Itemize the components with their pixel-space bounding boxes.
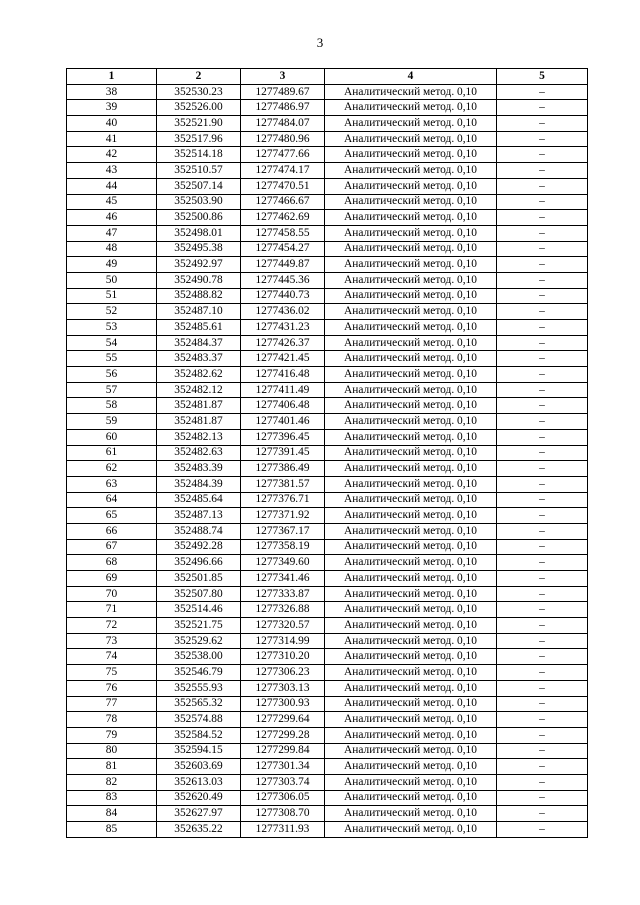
method-cell: Аналитический метод. 0,10 xyxy=(325,774,497,790)
point-number-cell: 78 xyxy=(67,712,157,728)
x-coordinate-cell: 352498.01 xyxy=(157,225,241,241)
method-cell: Аналитический метод. 0,10 xyxy=(325,712,497,728)
coordinates-table xyxy=(66,68,588,838)
x-coordinate-cell: 352603.69 xyxy=(157,759,241,775)
table-row xyxy=(67,131,588,147)
point-number-cell: 77 xyxy=(67,696,157,712)
x-coordinate-cell: 352510.57 xyxy=(157,163,241,179)
x-coordinate-cell: 352501.85 xyxy=(157,571,241,587)
y-coordinate-cell: 1277489.67 xyxy=(241,84,325,100)
x-coordinate-cell: 352483.37 xyxy=(157,351,241,367)
table-row xyxy=(67,727,588,743)
method-cell: Аналитический метод. 0,10 xyxy=(325,163,497,179)
x-coordinate-cell: 352482.62 xyxy=(157,367,241,383)
method-cell: Аналитический метод. 0,10 xyxy=(325,523,497,539)
note-cell: – xyxy=(497,445,588,461)
table-row xyxy=(67,382,588,398)
note-cell: – xyxy=(497,382,588,398)
method-cell: Аналитический метод. 0,10 xyxy=(325,806,497,822)
note-cell: – xyxy=(497,774,588,790)
point-number-cell: 84 xyxy=(67,806,157,822)
note-cell: – xyxy=(497,351,588,367)
point-number-cell: 82 xyxy=(67,774,157,790)
y-coordinate-cell: 1277386.49 xyxy=(241,461,325,477)
method-cell: Аналитический метод. 0,10 xyxy=(325,555,497,571)
column-header: 5 xyxy=(497,69,588,85)
x-coordinate-cell: 352507.14 xyxy=(157,178,241,194)
y-coordinate-cell: 1277436.02 xyxy=(241,304,325,320)
table-row xyxy=(67,806,588,822)
table-row xyxy=(67,351,588,367)
y-coordinate-cell: 1277381.57 xyxy=(241,476,325,492)
table-row xyxy=(67,602,588,618)
note-cell: – xyxy=(497,618,588,634)
method-cell: Аналитический метод. 0,10 xyxy=(325,618,497,634)
point-number-cell: 61 xyxy=(67,445,157,461)
x-coordinate-cell: 352538.00 xyxy=(157,649,241,665)
note-cell: – xyxy=(497,476,588,492)
y-coordinate-cell: 1277306.05 xyxy=(241,790,325,806)
y-coordinate-cell: 1277299.28 xyxy=(241,727,325,743)
note-cell: – xyxy=(497,131,588,147)
x-coordinate-cell: 352521.90 xyxy=(157,116,241,132)
note-cell: – xyxy=(497,100,588,116)
table-row xyxy=(67,571,588,587)
note-cell: – xyxy=(497,210,588,226)
table-body xyxy=(67,84,588,837)
table-row xyxy=(67,680,588,696)
x-coordinate-cell: 352521.75 xyxy=(157,618,241,634)
point-number-cell: 47 xyxy=(67,225,157,241)
table-row xyxy=(67,461,588,477)
note-cell: – xyxy=(497,508,588,524)
x-coordinate-cell: 352565.32 xyxy=(157,696,241,712)
method-cell: Аналитический метод. 0,10 xyxy=(325,727,497,743)
point-number-cell: 58 xyxy=(67,398,157,414)
table-row xyxy=(67,649,588,665)
method-cell: Аналитический метод. 0,10 xyxy=(325,633,497,649)
note-cell: – xyxy=(497,225,588,241)
point-number-cell: 67 xyxy=(67,539,157,555)
note-cell: – xyxy=(497,492,588,508)
method-cell: Аналитический метод. 0,10 xyxy=(325,822,497,838)
y-coordinate-cell: 1277406.48 xyxy=(241,398,325,414)
table-row xyxy=(67,586,588,602)
y-coordinate-cell: 1277462.69 xyxy=(241,210,325,226)
note-cell: – xyxy=(497,241,588,257)
point-number-cell: 44 xyxy=(67,178,157,194)
point-number-cell: 80 xyxy=(67,743,157,759)
table-row xyxy=(67,492,588,508)
x-coordinate-cell: 352530.23 xyxy=(157,84,241,100)
table-row xyxy=(67,367,588,383)
method-cell: Аналитический метод. 0,10 xyxy=(325,84,497,100)
method-cell: Аналитический метод. 0,10 xyxy=(325,461,497,477)
table-row xyxy=(67,712,588,728)
table-row xyxy=(67,508,588,524)
table-row xyxy=(67,555,588,571)
note-cell: – xyxy=(497,539,588,555)
table-row xyxy=(67,696,588,712)
y-coordinate-cell: 1277320.57 xyxy=(241,618,325,634)
note-cell: – xyxy=(497,790,588,806)
x-coordinate-cell: 352526.00 xyxy=(157,100,241,116)
y-coordinate-cell: 1277299.84 xyxy=(241,743,325,759)
y-coordinate-cell: 1277474.17 xyxy=(241,163,325,179)
table-row xyxy=(67,320,588,336)
y-coordinate-cell: 1277445.36 xyxy=(241,272,325,288)
table-row xyxy=(67,116,588,132)
x-coordinate-cell: 352495.38 xyxy=(157,241,241,257)
column-header: 3 xyxy=(241,69,325,85)
point-number-cell: 40 xyxy=(67,116,157,132)
note-cell: – xyxy=(497,806,588,822)
y-coordinate-cell: 1277358.19 xyxy=(241,539,325,555)
table-row xyxy=(67,163,588,179)
x-coordinate-cell: 352613.03 xyxy=(157,774,241,790)
point-number-cell: 74 xyxy=(67,649,157,665)
y-coordinate-cell: 1277486.97 xyxy=(241,100,325,116)
point-number-cell: 55 xyxy=(67,351,157,367)
note-cell: – xyxy=(497,147,588,163)
method-cell: Аналитический метод. 0,10 xyxy=(325,649,497,665)
method-cell: Аналитический метод. 0,10 xyxy=(325,571,497,587)
method-cell: Аналитический метод. 0,10 xyxy=(325,178,497,194)
x-coordinate-cell: 352484.37 xyxy=(157,335,241,351)
note-cell: – xyxy=(497,743,588,759)
x-coordinate-cell: 352496.66 xyxy=(157,555,241,571)
table-row xyxy=(67,759,588,775)
y-coordinate-cell: 1277484.07 xyxy=(241,116,325,132)
x-coordinate-cell: 352546.79 xyxy=(157,665,241,681)
point-number-cell: 73 xyxy=(67,633,157,649)
x-coordinate-cell: 352482.13 xyxy=(157,429,241,445)
method-cell: Аналитический метод. 0,10 xyxy=(325,257,497,273)
x-coordinate-cell: 352574.88 xyxy=(157,712,241,728)
note-cell: – xyxy=(497,727,588,743)
y-coordinate-cell: 1277458.55 xyxy=(241,225,325,241)
x-coordinate-cell: 352507.80 xyxy=(157,586,241,602)
x-coordinate-cell: 352529.62 xyxy=(157,633,241,649)
y-coordinate-cell: 1277477.66 xyxy=(241,147,325,163)
method-cell: Аналитический метод. 0,10 xyxy=(325,445,497,461)
y-coordinate-cell: 1277411.49 xyxy=(241,382,325,398)
column-header: 1 xyxy=(67,69,157,85)
point-number-cell: 39 xyxy=(67,100,157,116)
point-number-cell: 72 xyxy=(67,618,157,634)
y-coordinate-cell: 1277303.13 xyxy=(241,680,325,696)
y-coordinate-cell: 1277367.17 xyxy=(241,523,325,539)
note-cell: – xyxy=(497,288,588,304)
y-coordinate-cell: 1277466.67 xyxy=(241,194,325,210)
y-coordinate-cell: 1277440.73 xyxy=(241,288,325,304)
method-cell: Аналитический метод. 0,10 xyxy=(325,696,497,712)
table-row xyxy=(67,210,588,226)
table-row xyxy=(67,304,588,320)
x-coordinate-cell: 352620.49 xyxy=(157,790,241,806)
y-coordinate-cell: 1277454.27 xyxy=(241,241,325,257)
y-coordinate-cell: 1277396.45 xyxy=(241,429,325,445)
note-cell: – xyxy=(497,367,588,383)
point-number-cell: 38 xyxy=(67,84,157,100)
x-coordinate-cell: 352481.87 xyxy=(157,398,241,414)
x-coordinate-cell: 352482.63 xyxy=(157,445,241,461)
point-number-cell: 62 xyxy=(67,461,157,477)
note-cell: – xyxy=(497,523,588,539)
method-cell: Аналитический метод. 0,10 xyxy=(325,680,497,696)
method-cell: Аналитический метод. 0,10 xyxy=(325,335,497,351)
method-cell: Аналитический метод. 0,10 xyxy=(325,320,497,336)
note-cell: – xyxy=(497,178,588,194)
x-coordinate-cell: 352492.28 xyxy=(157,539,241,555)
y-coordinate-cell: 1277310.20 xyxy=(241,649,325,665)
table-row xyxy=(67,241,588,257)
note-cell: – xyxy=(497,822,588,838)
method-cell: Аналитический метод. 0,10 xyxy=(325,272,497,288)
note-cell: – xyxy=(497,84,588,100)
note-cell: – xyxy=(497,680,588,696)
table-row xyxy=(67,194,588,210)
y-coordinate-cell: 1277306.23 xyxy=(241,665,325,681)
y-coordinate-cell: 1277426.37 xyxy=(241,335,325,351)
method-cell: Аналитический метод. 0,10 xyxy=(325,586,497,602)
method-cell: Аналитический метод. 0,10 xyxy=(325,398,497,414)
point-number-cell: 54 xyxy=(67,335,157,351)
x-coordinate-cell: 352514.18 xyxy=(157,147,241,163)
point-number-cell: 43 xyxy=(67,163,157,179)
method-cell: Аналитический метод. 0,10 xyxy=(325,131,497,147)
y-coordinate-cell: 1277421.45 xyxy=(241,351,325,367)
method-cell: Аналитический метод. 0,10 xyxy=(325,304,497,320)
y-coordinate-cell: 1277480.96 xyxy=(241,131,325,147)
note-cell: – xyxy=(497,116,588,132)
note-cell: – xyxy=(497,461,588,477)
table-row xyxy=(67,100,588,116)
method-cell: Аналитический метод. 0,10 xyxy=(325,116,497,132)
point-number-cell: 42 xyxy=(67,147,157,163)
y-coordinate-cell: 1277391.45 xyxy=(241,445,325,461)
table-row xyxy=(67,429,588,445)
method-cell: Аналитический метод. 0,10 xyxy=(325,508,497,524)
y-coordinate-cell: 1277376.71 xyxy=(241,492,325,508)
note-cell: – xyxy=(497,665,588,681)
note-cell: – xyxy=(497,304,588,320)
page-number: 3 xyxy=(316,35,324,50)
note-cell: – xyxy=(497,602,588,618)
x-coordinate-cell: 352482.12 xyxy=(157,382,241,398)
point-number-cell: 51 xyxy=(67,288,157,304)
note-cell: – xyxy=(497,398,588,414)
table-row xyxy=(67,523,588,539)
table-row xyxy=(67,84,588,100)
note-cell: – xyxy=(497,272,588,288)
x-coordinate-cell: 352488.82 xyxy=(157,288,241,304)
point-number-cell: 71 xyxy=(67,602,157,618)
note-cell: – xyxy=(497,712,588,728)
point-number-cell: 53 xyxy=(67,320,157,336)
point-number-cell: 52 xyxy=(67,304,157,320)
point-number-cell: 83 xyxy=(67,790,157,806)
point-number-cell: 66 xyxy=(67,523,157,539)
x-coordinate-cell: 352490.78 xyxy=(157,272,241,288)
x-coordinate-cell: 352487.10 xyxy=(157,304,241,320)
method-cell: Аналитический метод. 0,10 xyxy=(325,665,497,681)
y-coordinate-cell: 1277326.88 xyxy=(241,602,325,618)
point-number-cell: 41 xyxy=(67,131,157,147)
x-coordinate-cell: 352514.46 xyxy=(157,602,241,618)
table-row xyxy=(67,257,588,273)
point-number-cell: 68 xyxy=(67,555,157,571)
table-row xyxy=(67,335,588,351)
note-cell: – xyxy=(497,696,588,712)
y-coordinate-cell: 1277333.87 xyxy=(241,586,325,602)
method-cell: Аналитический метод. 0,10 xyxy=(325,743,497,759)
table-row xyxy=(67,822,588,838)
x-coordinate-cell: 352485.61 xyxy=(157,320,241,336)
method-cell: Аналитический метод. 0,10 xyxy=(325,429,497,445)
point-number-cell: 63 xyxy=(67,476,157,492)
table-row xyxy=(67,414,588,430)
y-coordinate-cell: 1277341.46 xyxy=(241,571,325,587)
point-number-cell: 79 xyxy=(67,727,157,743)
table-row xyxy=(67,743,588,759)
y-coordinate-cell: 1277449.87 xyxy=(241,257,325,273)
method-cell: Аналитический метод. 0,10 xyxy=(325,241,497,257)
x-coordinate-cell: 352500.86 xyxy=(157,210,241,226)
note-cell: – xyxy=(497,335,588,351)
y-coordinate-cell: 1277470.51 xyxy=(241,178,325,194)
table-row xyxy=(67,178,588,194)
method-cell: Аналитический метод. 0,10 xyxy=(325,790,497,806)
table-row xyxy=(67,774,588,790)
point-number-cell: 64 xyxy=(67,492,157,508)
table-row xyxy=(67,618,588,634)
note-cell: – xyxy=(497,649,588,665)
y-coordinate-cell: 1277303.74 xyxy=(241,774,325,790)
y-coordinate-cell: 1277371.92 xyxy=(241,508,325,524)
method-cell: Аналитический метод. 0,10 xyxy=(325,100,497,116)
x-coordinate-cell: 352584.52 xyxy=(157,727,241,743)
method-cell: Аналитический метод. 0,10 xyxy=(325,351,497,367)
note-cell: – xyxy=(497,555,588,571)
point-number-cell: 56 xyxy=(67,367,157,383)
note-cell: – xyxy=(497,586,588,602)
column-header: 4 xyxy=(325,69,497,85)
table-row xyxy=(67,665,588,681)
point-number-cell: 59 xyxy=(67,414,157,430)
note-cell: – xyxy=(497,194,588,210)
point-number-cell: 85 xyxy=(67,822,157,838)
point-number-cell: 60 xyxy=(67,429,157,445)
table-row xyxy=(67,225,588,241)
point-number-cell: 48 xyxy=(67,241,157,257)
y-coordinate-cell: 1277299.64 xyxy=(241,712,325,728)
table-row xyxy=(67,476,588,492)
table-row xyxy=(67,633,588,649)
table-row xyxy=(67,445,588,461)
note-cell: – xyxy=(497,429,588,445)
table-row xyxy=(67,539,588,555)
method-cell: Аналитический метод. 0,10 xyxy=(325,492,497,508)
point-number-cell: 46 xyxy=(67,210,157,226)
note-cell: – xyxy=(497,571,588,587)
x-coordinate-cell: 352481.87 xyxy=(157,414,241,430)
y-coordinate-cell: 1277300.93 xyxy=(241,696,325,712)
method-cell: Аналитический метод. 0,10 xyxy=(325,759,497,775)
y-coordinate-cell: 1277308.70 xyxy=(241,806,325,822)
table-header-row xyxy=(67,69,588,85)
point-number-cell: 57 xyxy=(67,382,157,398)
method-cell: Аналитический метод. 0,10 xyxy=(325,225,497,241)
y-coordinate-cell: 1277301.34 xyxy=(241,759,325,775)
x-coordinate-cell: 352492.97 xyxy=(157,257,241,273)
note-cell: – xyxy=(497,633,588,649)
note-cell: – xyxy=(497,163,588,179)
x-coordinate-cell: 352635.22 xyxy=(157,822,241,838)
x-coordinate-cell: 352627.97 xyxy=(157,806,241,822)
method-cell: Аналитический метод. 0,10 xyxy=(325,382,497,398)
method-cell: Аналитический метод. 0,10 xyxy=(325,539,497,555)
point-number-cell: 75 xyxy=(67,665,157,681)
method-cell: Аналитический метод. 0,10 xyxy=(325,476,497,492)
table-row xyxy=(67,147,588,163)
point-number-cell: 45 xyxy=(67,194,157,210)
method-cell: Аналитический метод. 0,10 xyxy=(325,194,497,210)
y-coordinate-cell: 1277416.48 xyxy=(241,367,325,383)
y-coordinate-cell: 1277311.93 xyxy=(241,822,325,838)
table-row xyxy=(67,272,588,288)
x-coordinate-cell: 352503.90 xyxy=(157,194,241,210)
point-number-cell: 70 xyxy=(67,586,157,602)
column-header: 2 xyxy=(157,69,241,85)
point-number-cell: 49 xyxy=(67,257,157,273)
x-coordinate-cell: 352487.13 xyxy=(157,508,241,524)
method-cell: Аналитический метод. 0,10 xyxy=(325,602,497,618)
y-coordinate-cell: 1277431.23 xyxy=(241,320,325,336)
point-number-cell: 69 xyxy=(67,571,157,587)
x-coordinate-cell: 352517.96 xyxy=(157,131,241,147)
x-coordinate-cell: 352485.64 xyxy=(157,492,241,508)
table-row xyxy=(67,790,588,806)
point-number-cell: 76 xyxy=(67,680,157,696)
y-coordinate-cell: 1277314.99 xyxy=(241,633,325,649)
point-number-cell: 65 xyxy=(67,508,157,524)
table-row xyxy=(67,398,588,414)
method-cell: Аналитический метод. 0,10 xyxy=(325,147,497,163)
y-coordinate-cell: 1277401.46 xyxy=(241,414,325,430)
note-cell: – xyxy=(497,759,588,775)
x-coordinate-cell: 352483.39 xyxy=(157,461,241,477)
note-cell: – xyxy=(497,414,588,430)
point-number-cell: 50 xyxy=(67,272,157,288)
method-cell: Аналитический метод. 0,10 xyxy=(325,414,497,430)
table-row xyxy=(67,288,588,304)
x-coordinate-cell: 352555.93 xyxy=(157,680,241,696)
x-coordinate-cell: 352594.15 xyxy=(157,743,241,759)
method-cell: Аналитический метод. 0,10 xyxy=(325,210,497,226)
y-coordinate-cell: 1277349.60 xyxy=(241,555,325,571)
note-cell: – xyxy=(497,257,588,273)
note-cell: – xyxy=(497,320,588,336)
method-cell: Аналитический метод. 0,10 xyxy=(325,367,497,383)
method-cell: Аналитический метод. 0,10 xyxy=(325,288,497,304)
point-number-cell: 81 xyxy=(67,759,157,775)
x-coordinate-cell: 352484.39 xyxy=(157,476,241,492)
x-coordinate-cell: 352488.74 xyxy=(157,523,241,539)
